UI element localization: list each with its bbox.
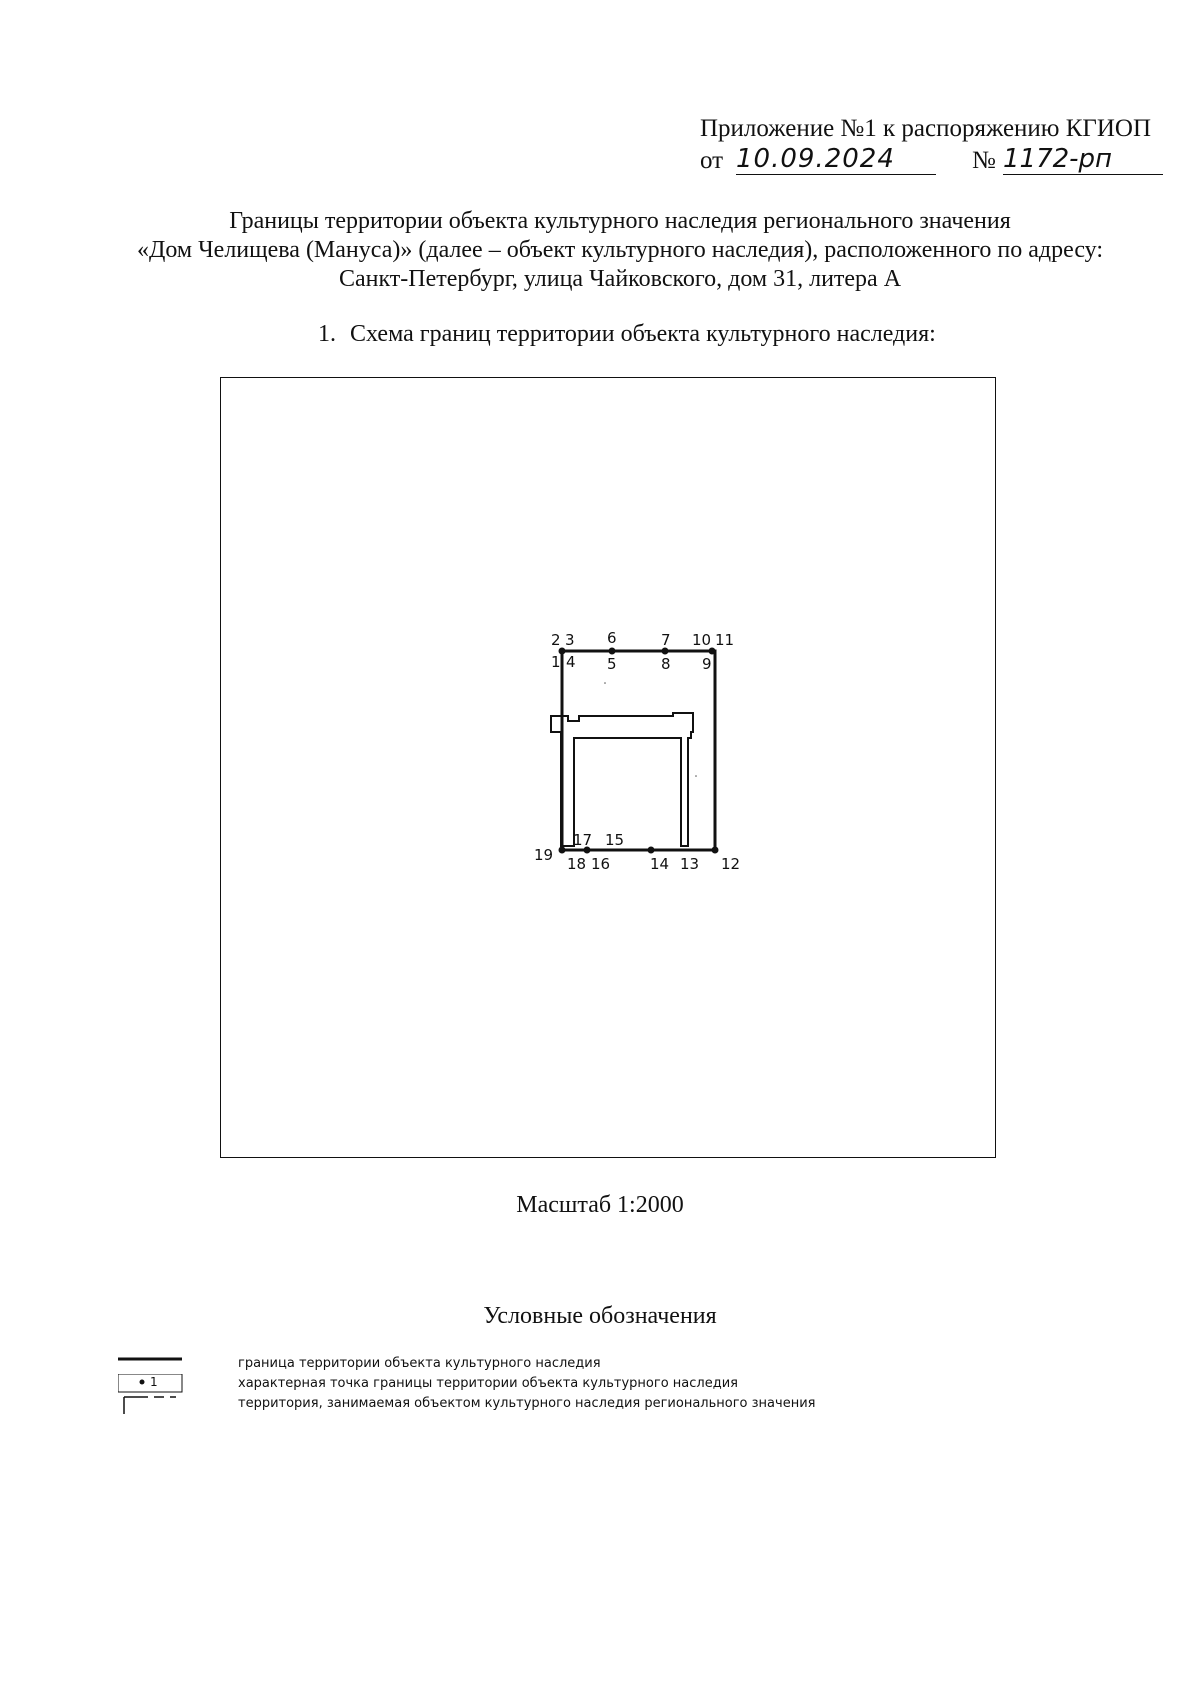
appendix-header	[700, 114, 1170, 180]
legend-point-label: 1	[150, 1375, 158, 1389]
point-label: 8	[661, 655, 671, 673]
title-line-3: Санкт-Петербург, улица Чайковского, дом 31, литера А	[338, 266, 902, 292]
dashed-outline-symbol	[118, 1394, 188, 1414]
point-label: 6	[607, 629, 617, 647]
boundary-line-symbol	[118, 1354, 188, 1374]
point-label: 14	[650, 855, 670, 873]
point-label: 9	[702, 655, 712, 673]
point-label: 7	[661, 631, 671, 649]
legend-title: Условные обозначения	[483, 1303, 717, 1329]
date-prefix: от	[700, 147, 724, 174]
point-label: 12	[721, 855, 741, 873]
point-label: 2	[551, 631, 561, 649]
point-label: 17	[573, 831, 593, 849]
appendix-line: Приложение №1 к распоряжению КГИОП	[700, 115, 1152, 142]
point-label: 4	[566, 653, 576, 671]
point-label: 19	[534, 846, 554, 864]
order-date: 10.09.2024	[736, 144, 936, 175]
point-label: 15	[605, 831, 625, 849]
point-label: 18	[567, 855, 587, 873]
section-text: Схема границ территории объекта культурного наследия:	[350, 321, 936, 347]
boundary-point-12	[712, 847, 719, 854]
title-line-1: Границы территории объекта культурного наследия регионального значения	[229, 208, 1011, 234]
boundary-point-14	[648, 847, 655, 854]
point-label: 5	[607, 655, 617, 673]
map-drawing	[221, 378, 997, 1159]
point-label: 11	[715, 631, 735, 649]
order-details	[700, 146, 1170, 180]
point-label: 3	[565, 631, 575, 649]
order-number: 1172-рп	[1003, 144, 1163, 175]
title-line-2: «Дом Челищева (Мануса)» (далее – объект культурного наследия), расположенного по адресу:	[136, 237, 1104, 263]
point-label: 16	[591, 855, 611, 873]
map-scale: Масштаб 1:2000	[516, 1192, 684, 1218]
scan-speck	[604, 682, 606, 684]
point-label: 10	[692, 631, 712, 649]
scan-speck	[695, 775, 697, 777]
territory-boundary-line	[562, 651, 715, 850]
heritage-building-outline	[551, 713, 693, 846]
legend-text: характерная точка границы территории объекта культурного наследия	[238, 1376, 738, 1391]
section-number: 1.	[318, 321, 336, 347]
boundary-point-19	[559, 847, 566, 854]
boundary-map	[220, 377, 996, 1158]
boundary-point-6	[609, 648, 616, 655]
document-title	[100, 207, 1140, 294]
section-heading	[318, 321, 936, 348]
legend-text: граница территории объекта культурного наследия	[238, 1356, 601, 1371]
point-marker-symbol	[118, 1374, 188, 1394]
number-sign: №	[972, 147, 996, 174]
point-label: 13	[680, 855, 700, 873]
point-label: 1	[551, 653, 561, 671]
legend-text: территория, занимаемая объектом культурного наследия регионального значения	[238, 1396, 816, 1411]
